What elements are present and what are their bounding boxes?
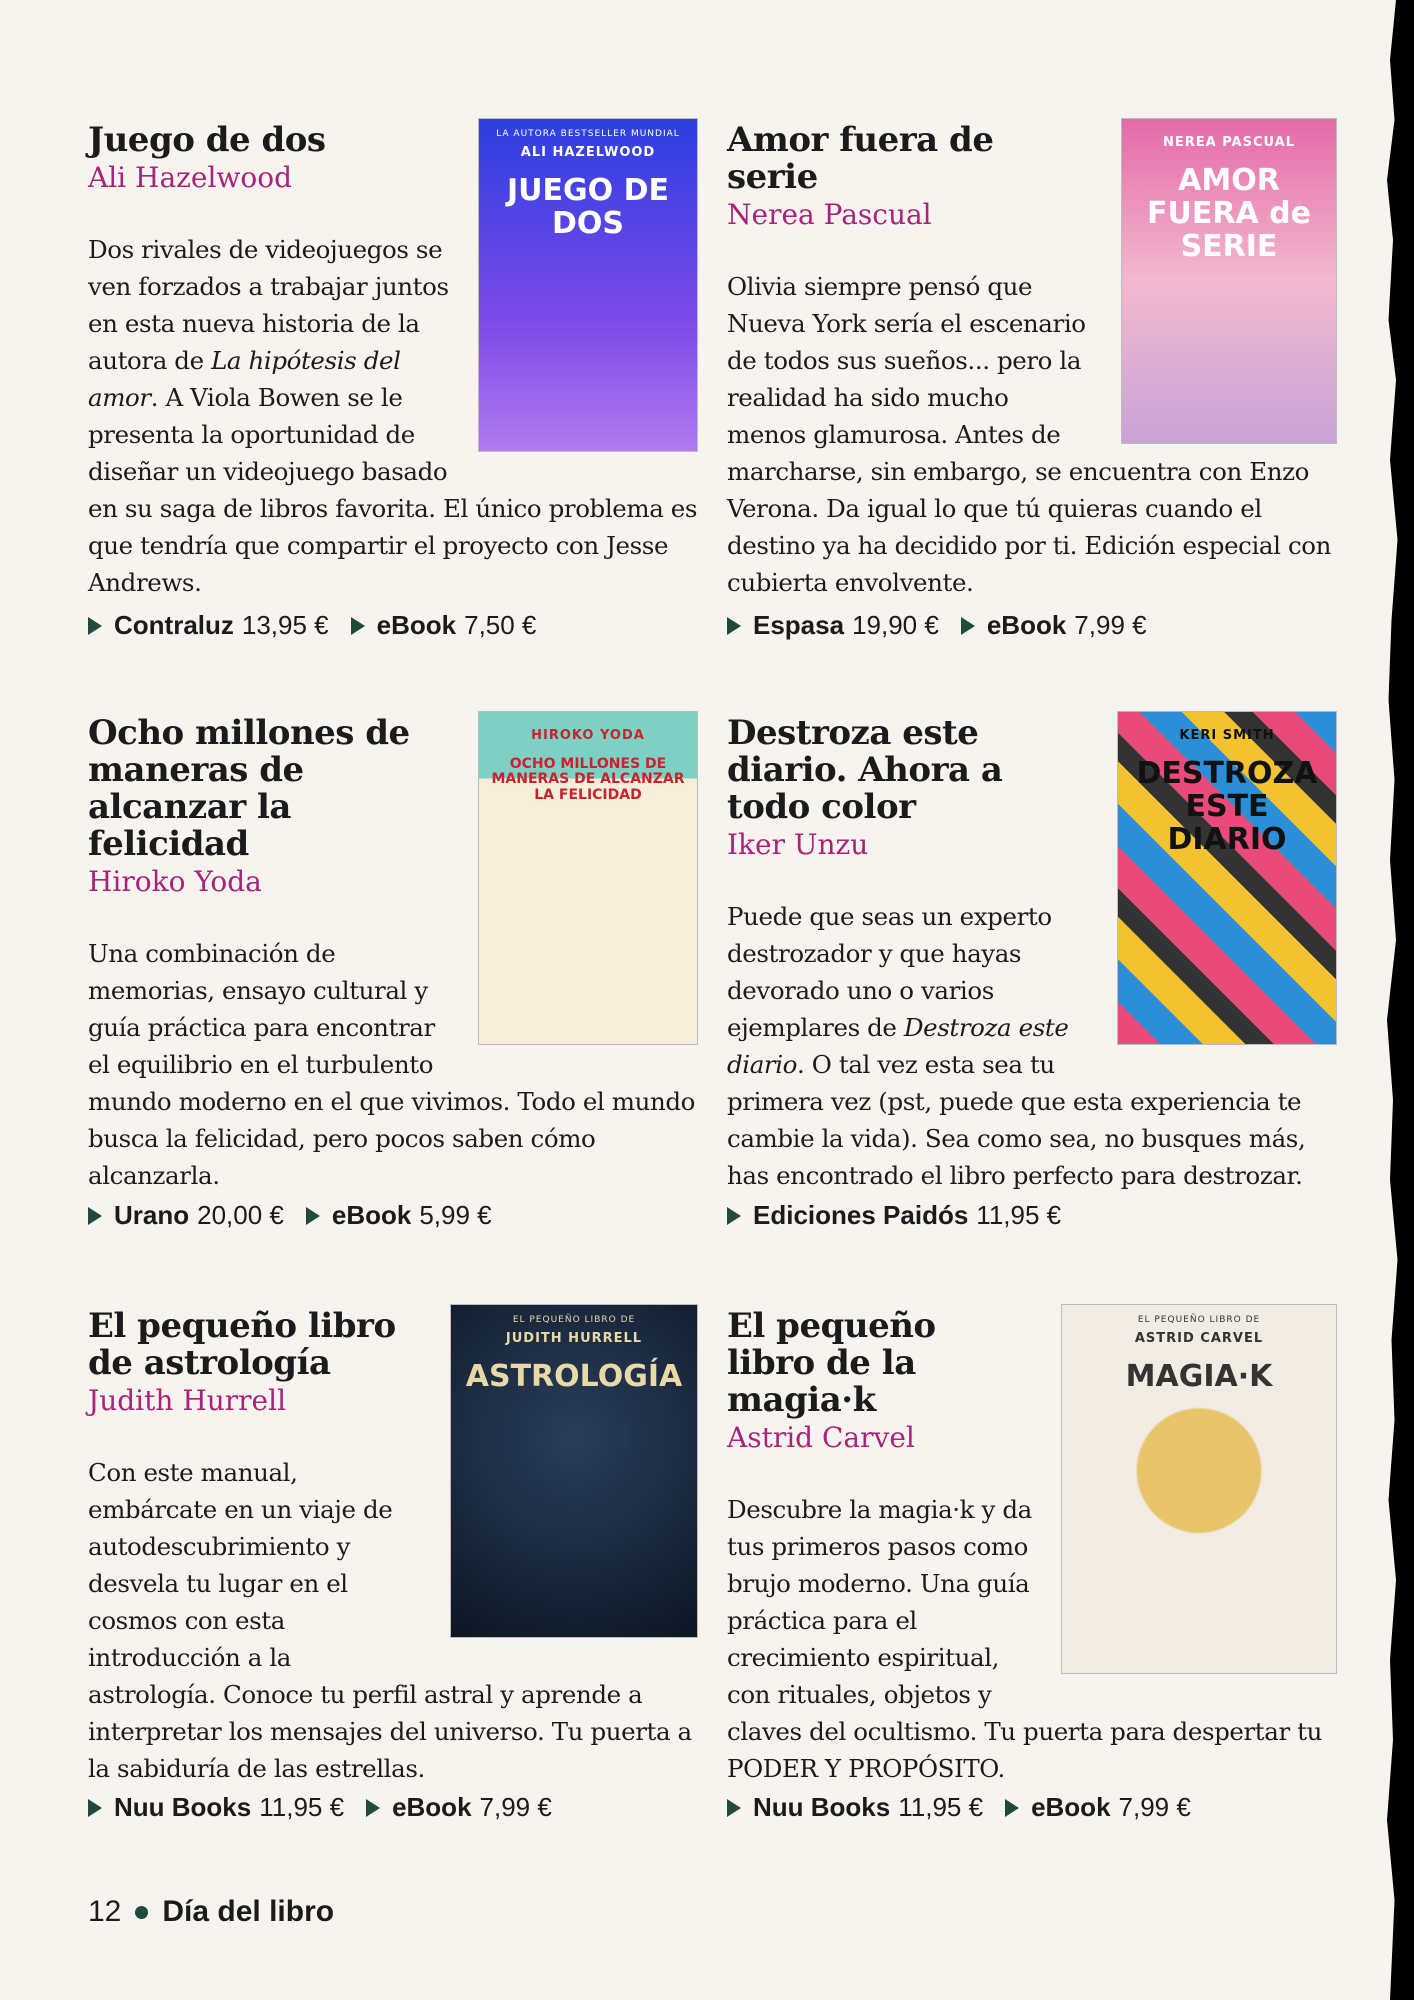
publisher-name: Urano	[114, 1200, 190, 1230]
price-option[interactable]	[351, 610, 537, 641]
play-triangle-icon	[88, 1207, 102, 1225]
description-text: Una combinación de memorias, ensayo cultural y guía práctica para encontrar el equilibrio en el turbulento mundo moderno en el que vivimos. Todo el mundo busca la felicidad, pero pocos saben cómo alcanzarla.	[88, 939, 695, 1190]
publisher-name: Contraluz	[114, 610, 234, 640]
price-value: 7,99 €	[1074, 610, 1147, 640]
book-entry	[727, 1308, 1337, 1787]
book-cover-image[interactable]	[1121, 118, 1337, 444]
play-triangle-icon	[88, 1799, 102, 1817]
price-option[interactable]	[366, 1792, 552, 1823]
book-title: Ocho millones de maneras de alcanzar la felicidad	[88, 713, 410, 864]
price-option[interactable]	[306, 1200, 492, 1231]
price-list	[727, 610, 1147, 641]
description-text: . O tal vez esta sea tu primera vez (pst, puede que esta experiencia te cambie la vida). Sea como sea, no busques más, has encontrado el libro perfecto para destrozar.	[727, 1050, 1306, 1190]
cover-title: MAGIA·K	[1125, 1359, 1273, 1394]
book-cover-image[interactable]	[450, 1304, 698, 1638]
book-author: Judith Hurrell	[88, 1384, 287, 1417]
page-number: 12	[88, 1895, 122, 1928]
price-list	[727, 1792, 1191, 1823]
cover-title: DESTROZA ESTE DIARIO	[1136, 756, 1318, 857]
cover-title: JUEGO DE DOS	[507, 173, 669, 241]
book-title: Amor fuera de serie	[727, 120, 994, 197]
publisher-name: eBook	[376, 610, 457, 640]
cover-tagline: EL PEQUEÑO LIBRO DE	[512, 1315, 636, 1325]
publisher-name: eBook	[986, 610, 1067, 640]
play-triangle-icon	[1005, 1799, 1019, 1817]
description-italic-title: La hipótesis del amor	[88, 346, 401, 412]
description-text: Olivia siempre pensó que Nueva York sería el escenario de todos sus sueños... pero la realidad ha sido mucho menos glamurosa. Antes de marcharse, sin embargo, se encuentra con Enzo Verona. Da igual lo que tú quieras cuando el destino ya ha decidido por ti. Edición especial con cubierta envolvente.	[727, 272, 1332, 597]
play-triangle-icon	[727, 1799, 741, 1817]
publisher-name: Nuu Books	[114, 1792, 252, 1822]
price-value: 5,99 €	[419, 1200, 492, 1230]
price-option[interactable]	[88, 1200, 284, 1231]
play-triangle-icon	[88, 617, 102, 635]
price-option[interactable]	[727, 1792, 983, 1823]
cover-title: OCHO MILLONES DE MANERAS DE ALCANZAR LA FELICIDAD	[491, 756, 685, 803]
price-option[interactable]	[1005, 1792, 1191, 1823]
price-value: 11,95 €	[259, 1792, 345, 1822]
price-option[interactable]	[961, 610, 1147, 641]
book-entry	[88, 1308, 698, 1787]
page-footer	[88, 1895, 334, 1929]
cover-author: KERI SMITH	[1179, 728, 1275, 743]
book-author: Hiroko Yoda	[88, 865, 262, 898]
book-author: Ali Hazelwood	[88, 161, 293, 194]
price-value: 13,95 €	[241, 610, 329, 640]
book-cover-image[interactable]	[1117, 711, 1337, 1045]
book-title: Juego de dos	[88, 120, 326, 160]
cover-title: ASTROLOGÍA	[465, 1359, 683, 1394]
book-cover-image[interactable]	[478, 118, 698, 452]
book-entry	[88, 715, 698, 1194]
price-option[interactable]	[727, 610, 939, 641]
play-triangle-icon	[351, 617, 365, 635]
book-author: Nerea Pascual	[727, 198, 932, 231]
publisher-name: Nuu Books	[753, 1792, 891, 1822]
description-text: Descubre la magia·k y da tus primeros pasos como brujo moderno. Una guía práctica para el crecimiento espiritual, con rituales, objetos y claves del ocultismo. Tu puerta para despertar tu PODER Y PROPÓSITO.	[727, 1495, 1322, 1783]
book-title: El pequeño libro de la magia·k	[727, 1306, 936, 1420]
torn-page-edge	[1384, 0, 1414, 2000]
price-value: 7,99 €	[1118, 1792, 1191, 1822]
section-title: Día del libro	[162, 1895, 335, 1928]
cover-author: HIROKO YODA	[531, 728, 645, 743]
book-author: Iker Unzu	[727, 828, 869, 861]
price-list	[727, 1200, 1061, 1231]
book-entry	[88, 122, 698, 601]
publisher-name: eBook	[331, 1200, 412, 1230]
cover-author: NEREA PASCUAL	[1162, 135, 1296, 150]
publisher-name: eBook	[392, 1792, 472, 1822]
description-text: Con este manual, embárcate en un viaje de autodescubrimiento y desvela tu lugar en el cosmos con esta introducción a la astrología. Conoce tu perfil astral y aprende a interpretar los mensajes del universo. Tu puerta a la sabiduría de las estrellas.	[88, 1458, 692, 1783]
price-value: 11,95 €	[976, 1200, 1062, 1230]
cover-tagline: EL PEQUEÑO LIBRO DE	[1137, 1315, 1261, 1325]
publisher-name: eBook	[1031, 1792, 1111, 1822]
description-text: Dos rivales de videojuegos se ven forzados a trabajar juntos en esta nueva historia de la autora de	[88, 235, 449, 375]
price-list	[88, 1200, 492, 1231]
price-list	[88, 610, 536, 641]
play-triangle-icon	[306, 1207, 320, 1225]
price-list	[88, 1792, 552, 1823]
price-value: 20,00 €	[197, 1200, 284, 1230]
price-option[interactable]	[88, 1792, 344, 1823]
cover-author: ASTRID CARVEL	[1134, 1331, 1264, 1346]
description-text: Puede que seas un experto destrozador y que hayas devorado uno o varios ejemplares de	[727, 902, 1052, 1042]
play-triangle-icon	[727, 1207, 741, 1225]
book-author: Astrid Carvel	[727, 1421, 915, 1454]
book-title: Destroza este diario. Ahora a todo color	[727, 713, 1003, 827]
cover-author: ALI HAZELWOOD	[520, 145, 656, 160]
description-italic-title: Destroza este diario	[727, 1013, 1069, 1079]
play-triangle-icon	[961, 617, 975, 635]
book-entry	[727, 715, 1337, 1194]
price-value: 7,99 €	[479, 1792, 552, 1822]
description-text: . A Viola Bowen se le presenta la oportunidad de diseñar un videojuego basado en su saga de libros favorita. El único problema es que tendría que compartir el proyecto con Jesse Andrews.	[88, 383, 698, 597]
play-triangle-icon	[366, 1799, 380, 1817]
price-value: 7,50 €	[464, 610, 537, 640]
price-option[interactable]	[88, 610, 329, 641]
book-title: El pequeño libro de astrología	[88, 1306, 396, 1383]
play-triangle-icon	[727, 617, 741, 635]
cover-author: JUDITH HURRELL	[505, 1331, 643, 1346]
price-value: 19,90 €	[852, 610, 939, 640]
cover-title: AMOR FUERA de SERIE	[1147, 163, 1311, 264]
publisher-name: Espasa	[753, 610, 845, 640]
book-entry	[727, 122, 1337, 601]
book-cover-image[interactable]	[478, 711, 698, 1045]
price-value: 11,95 €	[898, 1792, 984, 1822]
book-cover-image[interactable]	[1061, 1304, 1337, 1674]
publisher-name: Ediciones Paidós	[753, 1200, 969, 1230]
bullet-dot-icon	[135, 1906, 148, 1919]
price-option[interactable]	[727, 1200, 1061, 1231]
cover-tagline: LA AUTORA BESTSELLER MUNDIAL	[496, 129, 680, 139]
